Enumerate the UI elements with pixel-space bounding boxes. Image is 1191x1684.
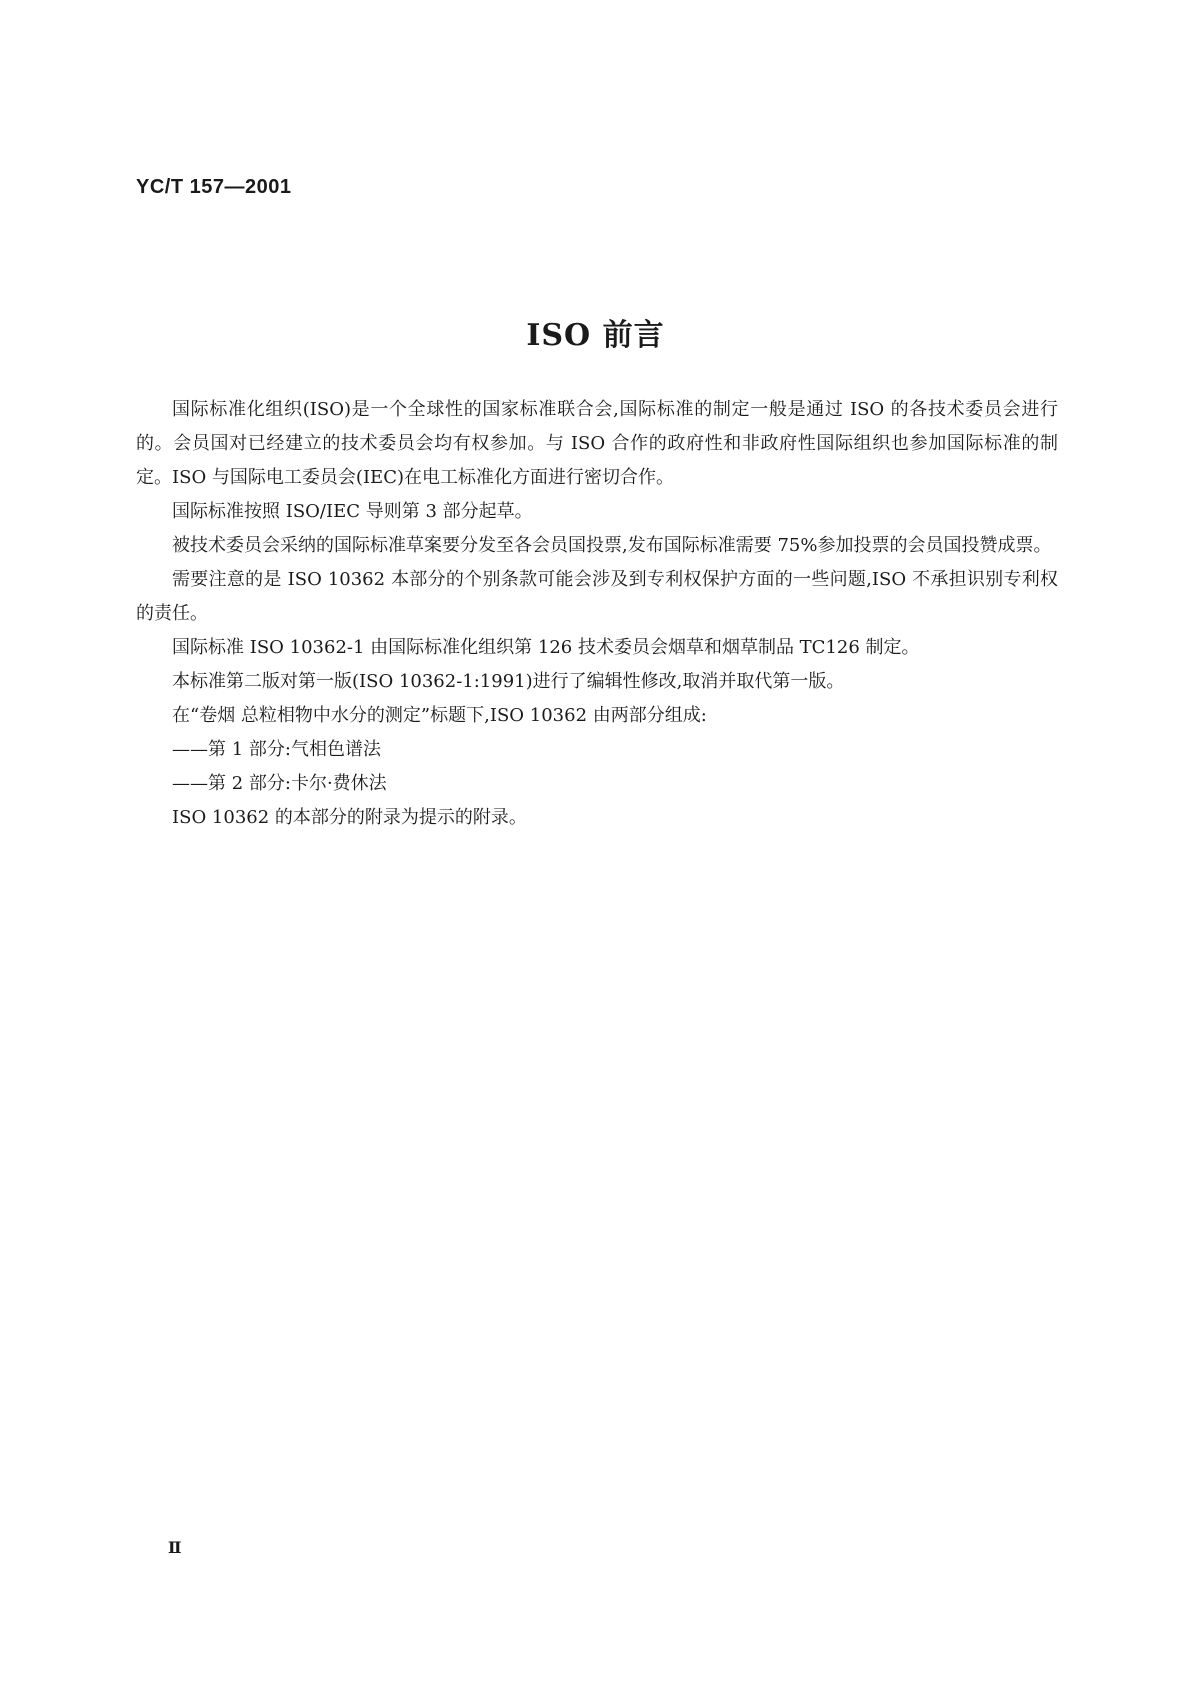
foreword-body [136, 393, 1058, 835]
paragraph: 国际标准 ISO 10362-1 由国际标准化组织第 126 技术委员会烟草和烟草制品 TC126 制定。 [172, 637, 920, 658]
paragraph: 需要注意的是 ISO 10362 本部分的个别条款可能会涉及到专利权保护方面的一些问题,ISO 不承担识别专利权的责任。 [136, 569, 1058, 624]
paragraph: 在“卷烟 总粒相物中水分的测定”标题下,ISO 10362 由两部分组成: [172, 705, 707, 726]
document-code: YC/T 157—2001 [136, 176, 292, 198]
paragraph: 国际标准按照 ISO/IEC 导则第 3 部分起草。 [172, 501, 533, 522]
page-title: ISO 前言 [526, 318, 665, 353]
paragraph: 被技术委员会采纳的国际标准草案要分发至各会员国投票,发布国际标准需要 75%参加投票的会员国投赞成票。 [172, 535, 1052, 556]
list-item: ——第 2 部分:卡尔·费休法 [172, 773, 387, 794]
paragraph: 本标准第二版对第一版(ISO 10362-1:1991)进行了编辑性修改,取消并取代第一版。 [172, 671, 845, 692]
page-number: Ⅱ [168, 1538, 182, 1557]
paragraph: 国际标准化组织(ISO)是一个全球性的国家标准联合会,国际标准的制定一般是通过 ISO 的各技术委员会进行的。会员国对已经建立的技术委员会均有权参加。与 ISO 合作的政府性和非政府性国际组织也参加国际标准的制定。ISO 与国际电工委员会(IEC)在电工标准化方面进行密切合作。 [136, 399, 1058, 488]
list-item: ——第 1 部分:气相色谱法 [172, 739, 381, 760]
paragraph: ISO 10362 的本部分的附录为提示的附录。 [172, 807, 527, 828]
